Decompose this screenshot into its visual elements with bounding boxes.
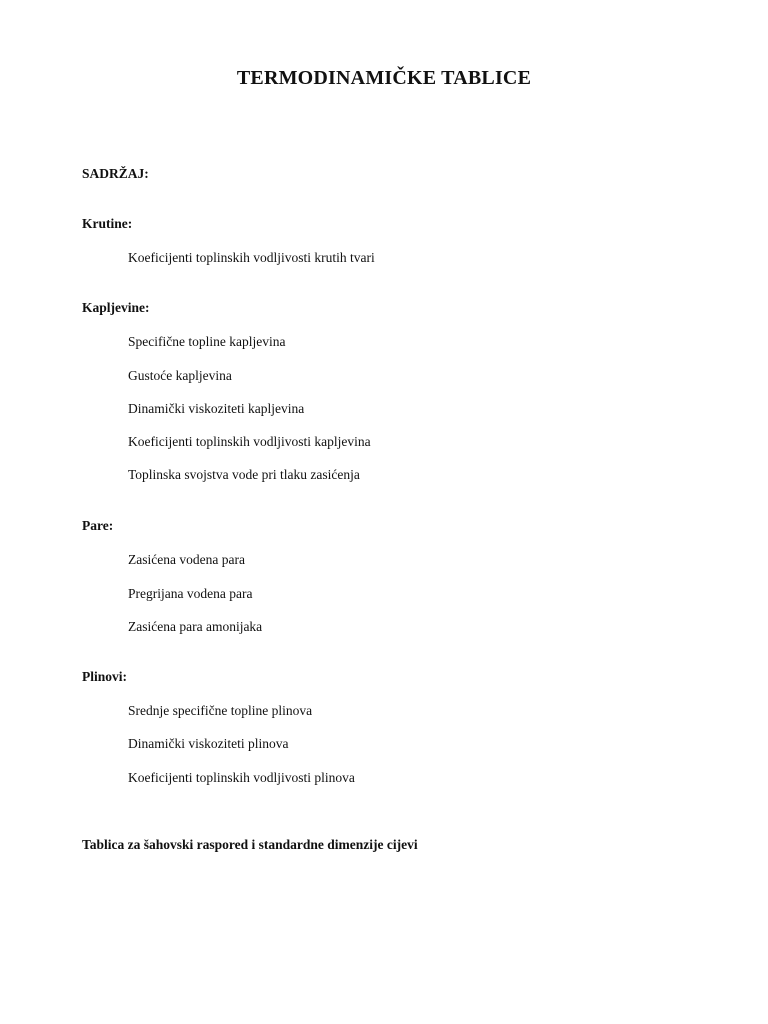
section-heading-kapljevine: Kapljevine: [82,300,150,315]
list-item: Toplinska svojstva vode pri tlaku zasićenja [128,467,360,482]
section-heading-plinovi: Plinovi: [82,669,128,684]
list-item: Gustoće kapljevina [128,368,232,383]
list-item: Koeficijenti toplinskih vodljivosti kapljevina [128,434,371,449]
contents-label: SADRŽAJ: [82,166,149,181]
list-item: Pregrijana vodena para [128,586,253,601]
section-heading-krutine: Krutine: [82,216,133,231]
list-item: Dinamički viskoziteti kapljevina [128,401,305,416]
list-item: Zasićena vodena para [128,552,245,567]
list-item: Koeficijenti toplinskih vodljivosti krutih tvari [128,250,375,265]
list-item: Srednje specifične topline plinova [128,703,313,718]
list-item: Dinamički viskoziteti plinova [128,736,289,751]
footer-heading: Tablica za šahovski raspored i standardne dimenzije cijevi [82,837,418,852]
section-heading-pare: Pare: [82,518,114,533]
document-title: TERMODINAMIČKE TABLICE [236,67,532,89]
list-item: Koeficijenti toplinskih vodljivosti plinova [128,770,355,785]
list-item: Zasićena para amonijaka [128,619,263,634]
list-item: Specifične topline kapljevina [128,334,286,349]
